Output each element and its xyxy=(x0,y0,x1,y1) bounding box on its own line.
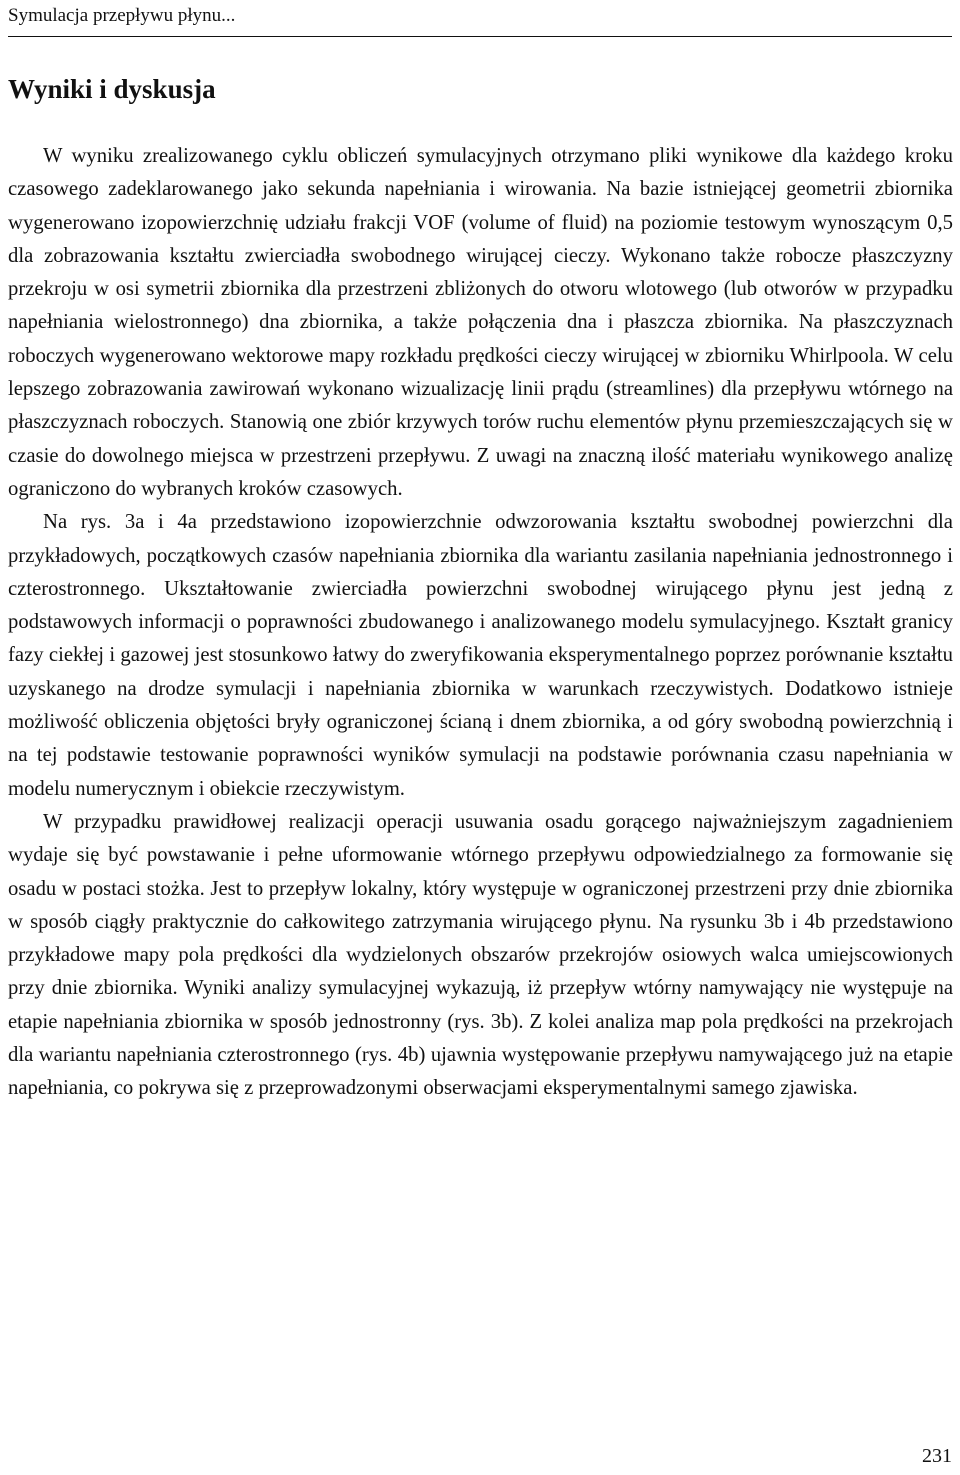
body-text xyxy=(8,140,953,1106)
running-header: Symulacja przepływu płynu... xyxy=(8,5,236,26)
page-number: 231 xyxy=(922,1445,952,1467)
header-rule xyxy=(8,36,952,37)
section-title: Wyniki i dyskusja xyxy=(8,74,216,104)
paragraph-secondary-flow: W przypadku prawidłowej realizacji operacji usuwania osadu gorącego najważniejszym zagadnieniem wydaje się być powstawanie i pełne uformowanie wtórnego przepływu odpowiedzialnego za formowanie się osadu w postaci stożka. Jest to przepływ lokalny, który występuje w ograniczonej przestrzeni przy dnie zbiornika w sposób ciągły praktycznie do całkowitego zatrzymania wirującego płynu. Na rysunku 3b i 4b przedstawiono przykładowe mapy pola prędkości dla wydzielonych obszarów przekrojów osiowych walca umiejscowionych przy dnie zbiornika. Wyniki analizy symulacyjnej wykazują, iż przepływ wtórny namywający nie występuje na etapie napełniania zbiornika w sposób jednostronny (rys. 3b). Z kolei analiza map pola prędkości na przekrojach dla wariantu napełniania czterostronnego (rys. 4b) ujawnia występowanie przepływu namywającego już na etapie napełniania, co pokrywa się z przeprowadzonymi obserwacjami eksperymentalnymi samego zjawiska. xyxy=(8,810,953,1100)
paragraph-free-surface: Na rys. 3a i 4a przedstawiono izopowierzchnie odwzorowania kształtu swobodnej powierzchni dla przykładowych, początkowych czasów napełniania zbiornika dla wariantu zasilania napełniania jednostronnego i czterostronnego. Ukształtowanie zwierciadła powierzchni swobodnej wirującego płynu jest jedną z podstawowych informacji o poprawności zbudowanego i analizowanego modelu symulacyjnego. Kształt granicy fazy ciekłej i gazowej jest stosunkowo łatwy do zweryfikowania eksperymentalnego poprzez porównanie kształtu uzyskanego na drodze symulacji i napełniania zbiornika w warunkach rzeczywistych. Dodatkowo istnieje możliwość obliczenia objętości bryły ograniczonej ścianą i dnem zbiornika, a od góry swobodną powierzchnią i na tej podstawie testowanie poprawności wyników symulacji na podstawie porównania czasu napełniania w modelu numerycznym i obiekcie rzeczywistym. xyxy=(8,511,953,800)
paragraph-results-overview: W wyniku zrealizowanego cyklu obliczeń symulacyjnych otrzymano pliki wynikowe dla każdego kroku czasowego zadeklarowanego jako sekunda napełniania i wirowania. Na bazie istniejącej geometrii zbiornika wygenerowano izopowierzchnię udziału frakcji VOF (volume of fluid) na poziomie testowym wynoszącym 0,5 dla zobrazowania kształtu zwierciadła swobodnego wirującej cieczy. Wykonano także robocze płaszczyzny przekroju w osi symetrii zbiornika dla przestrzeni zbliżonych do otworu wlotowego (lub otworów w przypadku napełniania wielostronnego) dna zbiornika, a także połączenia dna i płaszcza zbiornika. Na płaszczyznach roboczych wygenerowano wektorowe mapy rozkładu prędkości cieczy wirującej w zbiorniku Whirlpoola. W celu lepszego zobrazowania zawirowań wykonano wizualizację linii prądu (streamlines) dla przepływu wtórnego na płaszczyznach roboczych. Stanowią one zbiór krzywych torów ruchu elementów płynu przemieszczających się w czasie do dowolnego miejsca w przestrzeni przepływu. Z uwagi na znaczną ilość materiału wynikowego analizę ograniczono do wybranych kroków czasowych. xyxy=(8,145,953,500)
